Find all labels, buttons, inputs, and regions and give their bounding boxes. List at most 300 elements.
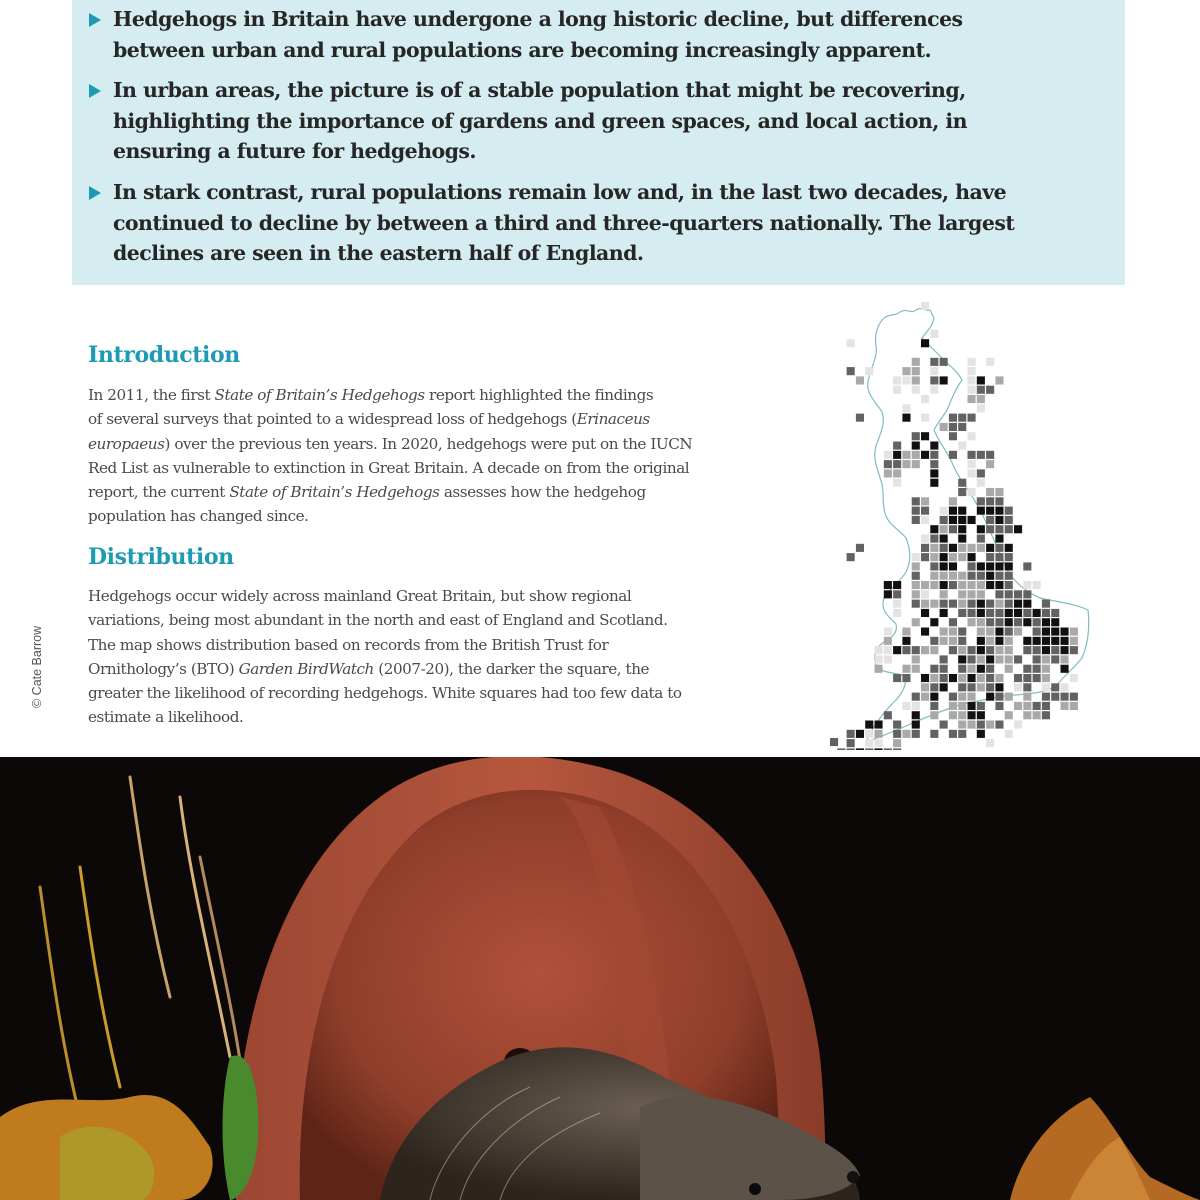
map-grid-cell [930,683,938,691]
map-grid-cell [1051,618,1059,626]
hedgehog-nose [847,1171,859,1183]
map-grid-cell [958,423,966,431]
map-grid-cell [1042,693,1050,701]
map-grid-cell [847,339,855,347]
map-grid-cell [968,395,976,403]
map-grid-cell [1005,665,1013,673]
map-grid-cell [968,655,976,663]
map-grid-cell [902,628,910,636]
map-grid-cell [977,386,985,394]
map-grid-cell [1042,637,1050,645]
map-grid-cell [912,600,920,608]
map-grid-cell [902,730,910,738]
map-grid-cell [930,358,938,366]
paragraph-line: population has changed since. [88,507,309,526]
map-grid-cell [865,748,873,750]
map-grid-cell [921,516,929,524]
map-grid-cell [921,683,929,691]
map-grid-cell [884,646,892,654]
map-grid-cell [902,451,910,459]
map-grid-cell [930,535,938,543]
map-grid-cell [940,562,948,570]
map-grid-cell [1005,600,1013,608]
map-grid-cell [893,674,901,682]
map-grid-cell [930,376,938,384]
map-grid-cell [884,460,892,468]
map-grid-cell [940,665,948,673]
map-grid-cell [968,581,976,589]
map-grid-cell [884,628,892,636]
map-grid-cell [921,674,929,682]
map-grid-cell [1014,702,1022,710]
map-grid-cell [1042,683,1050,691]
map-grid-cell [986,609,994,617]
map-grid-cell [875,739,883,747]
map-grid-cell [958,516,966,524]
map-grid-cell [968,544,976,552]
map-grid-cell [977,730,985,738]
map-grid-cell [884,469,892,477]
map-grid-cell [995,376,1003,384]
map-grid-cell [921,339,929,347]
map-grid-cell [1005,618,1013,626]
map-grid-cell [930,665,938,673]
key-finding-bullet [89,177,1089,269]
map-grid-cell [940,423,948,431]
map-grid-cell [986,646,994,654]
map-grid-cell [1033,618,1041,626]
map-grid-cell [995,581,1003,589]
map-grid-cell [949,572,957,580]
triangle-bullet-icon [89,13,101,27]
map-grid-cell [958,683,966,691]
map-grid-cell [986,637,994,645]
map-grid-cell [893,460,901,468]
map-grid-cell [930,442,938,450]
map-grid-cell [986,507,994,515]
map-grid-cell [921,302,929,310]
map-grid-cell [940,535,948,543]
map-grid-cell [1023,711,1031,719]
map-grid-cell [1005,507,1013,515]
map-grid-cell [1014,721,1022,729]
map-grid-cell [856,414,864,422]
map-grid-cell [893,646,901,654]
map-grid-cell [912,367,920,375]
map-grid-cell [958,590,966,598]
map-grid-cell [968,460,976,468]
bullet-line: Hedgehogs in Britain have undergone a long historic decline, but differences [113,7,963,31]
map-grid-cell [912,721,920,729]
map-grid-cell [884,581,892,589]
map-grid-cell [912,711,920,719]
map-grid-cell [1014,683,1022,691]
map-grid-cell [995,702,1003,710]
map-grid-cell [1023,683,1031,691]
map-grid-cell [958,628,966,636]
map-grid-cell [940,525,948,533]
map-grid-cell [977,395,985,403]
map-grid-cell [1042,674,1050,682]
map-grid-cell [1033,665,1041,673]
map-grid-cell [1061,655,1069,663]
map-grid-cell [1005,544,1013,552]
map-grid-cell [912,451,920,459]
map-grid-cell [995,683,1003,691]
map-grid-cell [949,525,957,533]
map-grid-cell [977,609,985,617]
map-grid-cell [995,516,1003,524]
map-grid-cell [977,618,985,626]
paragraph-line: estimate a likelihood. [88,708,244,727]
map-grid-cell [940,674,948,682]
map-grid-cell [921,497,929,505]
map-grid-cell [958,693,966,701]
map-grid-cell [921,451,929,459]
map-grid-cell [977,562,985,570]
map-grid-cell [995,674,1003,682]
map-grid-cell [912,665,920,673]
map-grid-cell [986,553,994,561]
map-grid-cell [884,451,892,459]
map-grid-cell [995,488,1003,496]
map-grid-cell [893,451,901,459]
map-grid-cell [847,367,855,375]
map-grid-cell [930,469,938,477]
map-grid-cell [1033,646,1041,654]
triangle-bullet-icon [89,84,101,98]
map-grid-cell [912,497,920,505]
map-grid-cell [949,618,957,626]
map-grid-cell [865,730,873,738]
map-grid-cell [968,572,976,580]
map-grid-cell [912,432,920,440]
map-grid-cell [921,693,929,701]
map-grid-cell [986,739,994,747]
map-grid-cell [968,711,976,719]
map-grid-cell [902,367,910,375]
map-grid-cell [1042,628,1050,636]
map-grid-cell [902,674,910,682]
paragraph-line: Hedgehogs occur widely across mainland Great Britain, but show regional [88,587,632,605]
map-grid-cell [1005,711,1013,719]
map-grid-cell [893,600,901,608]
map-grid-cell [865,739,873,747]
bullet-line: declines are seen in the eastern half of England. [113,241,644,265]
map-grid-cell [912,562,920,570]
paragraph-line: greater the likelihood of recording hedgehogs. White squares had too few data to [88,684,682,703]
map-grid-cell [912,376,920,384]
introduction-paragraph [88,383,778,529]
map-grid-cell [949,730,957,738]
map-grid-cell [958,600,966,608]
map-grid-cell [968,367,976,375]
map-grid-cell [958,525,966,533]
map-grid-cell [986,544,994,552]
map-grid-cell [921,544,929,552]
map-grid-cell [949,562,957,570]
map-grid-cell [968,414,976,422]
map-grid-cell [986,721,994,729]
map-grid-cell [986,572,994,580]
map-grid-cell [977,376,985,384]
map-grid-cell [875,655,883,663]
map-grid-cell [977,655,985,663]
map-grid-cell [893,581,901,589]
map-grid-cell [986,451,994,459]
map-grid-cell [875,646,883,654]
map-grid-cell [1051,693,1059,701]
map-grid-cell [977,581,985,589]
map-grid-cell [930,451,938,459]
map-grid-cell [930,702,938,710]
map-grid-cell [977,702,985,710]
map-grid-cell [1005,609,1013,617]
map-grid-cell [995,497,1003,505]
map-grid-cell [912,618,920,626]
map-grid-cell [940,590,948,598]
map-grid-cell [940,376,948,384]
map-grid-cell [912,442,920,450]
map-grid-cell [949,544,957,552]
map-grid-cell [912,386,920,394]
map-grid-cell [1005,525,1013,533]
map-grid-cell [1033,702,1041,710]
map-grid-cell [1051,646,1059,654]
bullet-line: highlighting the importance of gardens and green spaces, and local action, in [113,108,967,133]
map-grid-cell [912,693,920,701]
paragraph-line: variations, being most abundant in the north and east of England and Scotland. [88,611,668,630]
map-grid-cell [875,748,883,750]
map-grid-cell [968,721,976,729]
map-grid-cell [1023,674,1031,682]
map-grid-cell [986,655,994,663]
photo-credit: © Cate Barrow [30,625,44,708]
map-grid-cell [986,618,994,626]
map-grid-cell [995,572,1003,580]
bullet-line: between urban and rural populations are becoming increasingly apparent. [113,37,932,62]
map-grid-cell [884,748,892,750]
map-grid-cell [902,637,910,645]
map-grid-cell [995,507,1003,515]
map-grid-cell [1070,628,1078,636]
map-grid-cell [1051,655,1059,663]
map-grid-cell [968,618,976,626]
map-grid-cell [921,553,929,561]
map-grid-cell [940,655,948,663]
distribution-paragraph [88,584,778,730]
map-grid-cell [930,711,938,719]
distribution-heading: Distribution [88,544,234,570]
map-grid-cell [1061,702,1069,710]
map-grid-cell [977,683,985,691]
map-grid-cell [995,562,1003,570]
hedgehog-distribution-map [826,298,1096,750]
map-grid-cell [875,721,883,729]
map-grid-cell [968,665,976,673]
map-grid-cell [986,693,994,701]
map-grid-cell [1014,655,1022,663]
map-grid-cell [968,646,976,654]
map-grid-cell [968,600,976,608]
map-grid-cell [902,702,910,710]
map-grid-cell [986,665,994,673]
map-grid-cell [921,535,929,543]
map-grid-cell [1051,628,1059,636]
map-grid-cell [1061,665,1069,673]
hedgehog-in-flowerpot-illustration [0,757,1200,1200]
map-grid-cell [968,469,976,477]
map-grid-cell [949,693,957,701]
map-grid-cell [1023,600,1031,608]
map-grid-cell [847,553,855,561]
map-grid-cell [912,460,920,468]
map-grid-cell [1042,600,1050,608]
map-grid-cell [995,693,1003,701]
map-grid-cell [1042,618,1050,626]
map-grid-cell [958,609,966,617]
triangle-bullet-icon [89,186,101,200]
map-grid-cell [1023,581,1031,589]
map-grid-cell [1005,572,1013,580]
map-grid-cell [968,488,976,496]
map-grid-cell [958,721,966,729]
map-grid-cell [1070,674,1078,682]
map-grid-cell [930,637,938,645]
map-grid-cell [1033,581,1041,589]
map-grid-cell [930,330,938,338]
map-grid-cell [977,544,985,552]
bullet-line: continued to decline by between a third and three-quarters nationally. The largest [113,210,1015,235]
map-grid-cell [1014,674,1022,682]
map-grid-cell [893,376,901,384]
map-grid-cell [940,544,948,552]
map-grid-cell [986,460,994,468]
map-grid-cell [986,525,994,533]
map-grid-cell [921,395,929,403]
map-grid-cell [884,637,892,645]
map-grid-cell [912,572,920,580]
map-grid-cell [940,572,948,580]
map-grid-cell [912,507,920,515]
map-grid-cell [977,404,985,412]
map-grid-cell [958,637,966,645]
map-grid-cell [958,646,966,654]
map-grid-cell [958,572,966,580]
map-grid-cell [875,730,883,738]
map-grid-cell [1061,628,1069,636]
map-grid-cell [995,655,1003,663]
map-grid-cell [995,628,1003,636]
hedgehog-photo [0,757,1200,1200]
map-grid-cell [893,748,901,750]
map-grid-cell [902,414,910,422]
map-grid-cell [968,590,976,598]
introduction-heading: Introduction [88,342,240,368]
map-grid-cell [977,469,985,477]
map-grid-cell [847,730,855,738]
map-grid-cell [1014,525,1022,533]
map-grid-cell [930,674,938,682]
map-grid-cell [995,618,1003,626]
map-grid-cell [949,711,957,719]
map-grid-cell [949,702,957,710]
map-grid-cell [930,544,938,552]
map-grid-cell [1005,646,1013,654]
paragraph-line: report, the current State of Britain’s Hedgehogs assesses how the hedgehog [88,483,646,502]
map-grid-cell [986,628,994,636]
map-grid-cell [995,590,1003,598]
map-grid-cell [1061,683,1069,691]
map-grid-cell [930,386,938,394]
map-grid-cell [968,702,976,710]
map-grid-cell [1005,637,1013,645]
map-grid-cell [940,721,948,729]
map-grid-cell [1014,628,1022,636]
map-grid-cell [986,683,994,691]
map-grid-cell [977,628,985,636]
map-grid-cell [1023,590,1031,598]
map-grid-cell [1023,702,1031,710]
paragraph-line: Red List as vulnerable to extinction in Great Britain. A decade on from the original [88,458,690,477]
map-grid-cell [940,516,948,524]
map-grid-cell [1014,618,1022,626]
map-grid-cell [986,674,994,682]
map-grid-cell [949,507,957,515]
map-grid-cell [1033,655,1041,663]
map-grid-cell [847,739,855,747]
map-grid-cell [986,358,994,366]
map-grid-cell [930,460,938,468]
map-grid-cell [875,665,883,673]
map-grid-cell [968,609,976,617]
map-grid-cell [949,451,957,459]
paragraph-line: Ornithology’s (BTO) Garden BirdWatch (2007-20), the darker the square, the [88,659,650,678]
hedgehog-eye [749,1183,761,1195]
map-grid-cell [930,525,938,533]
map-grid-cell [940,600,948,608]
map-grid-cell [856,730,864,738]
map-grid-cell [940,637,948,645]
map-grid-cell [930,600,938,608]
map-grid-cell [921,581,929,589]
map-grid-cell [1005,581,1013,589]
map-grid-cell [884,655,892,663]
map-grid-cell [902,460,910,468]
key-findings-panel [72,0,1125,285]
map-grid-cell [977,479,985,487]
map-grid-cell [1061,693,1069,701]
map-grid-cell [958,488,966,496]
map-grid-cell [968,683,976,691]
map-grid-cell [893,469,901,477]
map-grid-cell [1042,702,1050,710]
map-grid-cell [1005,693,1013,701]
map-grid-cell [958,655,966,663]
map-grid-cell [1005,730,1013,738]
map-grid-cell [1023,637,1031,645]
paragraph-line: In 2011, the first State of Britain’s Hedgehogs report highlighted the findings [88,386,654,404]
map-grid-cell [968,358,976,366]
map-grid-cell [930,730,938,738]
map-grid-cell [977,646,985,654]
map-grid-cell [977,674,985,682]
map-grid-cell [912,516,920,524]
map-grid-cell [1005,516,1013,524]
map-grid-cell [958,711,966,719]
map-grid-cell [940,358,948,366]
map-grid-cell [912,358,920,366]
